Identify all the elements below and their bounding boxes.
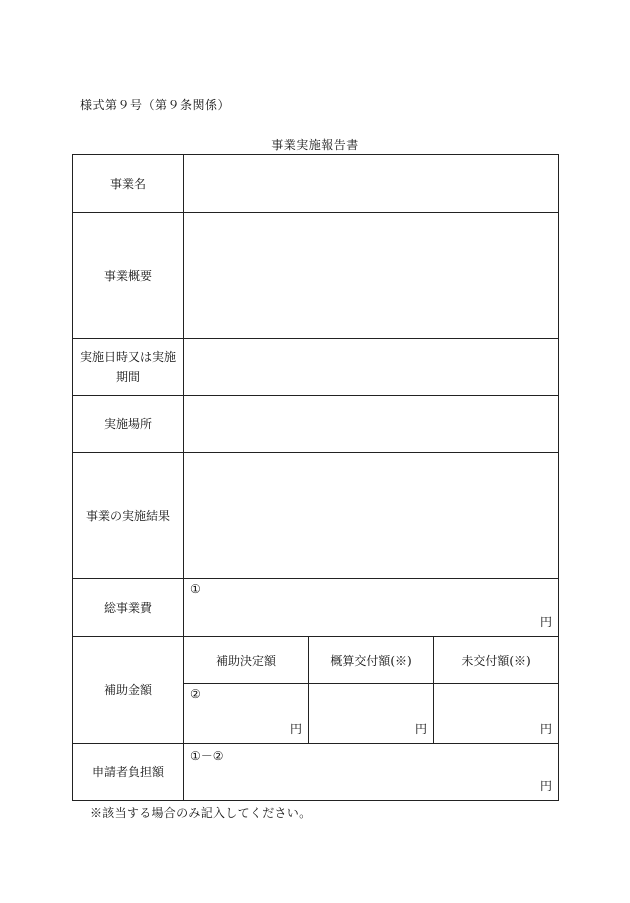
implementation-period-field[interactable]	[184, 339, 559, 396]
project-name-field[interactable]	[184, 155, 559, 213]
label-implementation-period: 実施日時又は実施期間	[73, 339, 184, 396]
label-applicant-burden: 申請者負担額	[73, 744, 184, 801]
label-results: 事業の実施結果	[73, 453, 184, 579]
label-location: 実施場所	[73, 396, 184, 453]
label-total-cost: 総事業費	[73, 579, 184, 637]
row-subsidy-header	[73, 637, 559, 684]
row-results	[73, 453, 559, 579]
row-implementation-period	[73, 339, 559, 396]
total-cost-unit: 円	[540, 615, 553, 629]
subsidy-advance-field[interactable]	[309, 684, 434, 744]
row-project-overview	[73, 213, 559, 339]
header-subsidy-unpaid: 未交付額(※)	[434, 637, 559, 684]
row-project-name	[73, 155, 559, 213]
row-location	[73, 396, 559, 453]
project-overview-field[interactable]	[184, 213, 559, 339]
results-field[interactable]	[184, 453, 559, 579]
document-title: 事業実施報告書	[271, 138, 359, 152]
subsidy-decided-unit: 円	[289, 722, 302, 736]
location-field[interactable]	[184, 396, 559, 453]
footnote: ※該当する場合のみ記入してください。	[90, 806, 312, 820]
label-project-name: 事業名	[73, 155, 184, 213]
subsidy-unpaid-unit: 円	[540, 722, 553, 736]
subsidy-unpaid-field[interactable]	[434, 684, 559, 744]
row-applicant-burden	[73, 744, 559, 801]
header-subsidy-advance: 概算交付額(※)	[309, 637, 434, 684]
row-total-cost	[73, 579, 559, 637]
subsidy-decided-field[interactable]	[184, 684, 309, 744]
label-subsidy: 補助金額	[73, 637, 184, 744]
form-number: 様式第９号（第９条関係）	[80, 98, 231, 112]
subsidy-advance-unit: 円	[414, 722, 427, 736]
label-project-overview: 事業概要	[73, 213, 184, 339]
header-subsidy-decided: 補助決定額	[184, 637, 309, 684]
total-cost-field[interactable]	[184, 579, 559, 637]
report-table	[72, 154, 559, 801]
applicant-burden-unit: 円	[540, 779, 553, 793]
applicant-burden-field[interactable]	[184, 744, 559, 801]
subsidy-mark: ②	[190, 687, 201, 701]
applicant-burden-mark: ①－②	[190, 749, 224, 763]
total-cost-mark: ①	[190, 582, 201, 596]
